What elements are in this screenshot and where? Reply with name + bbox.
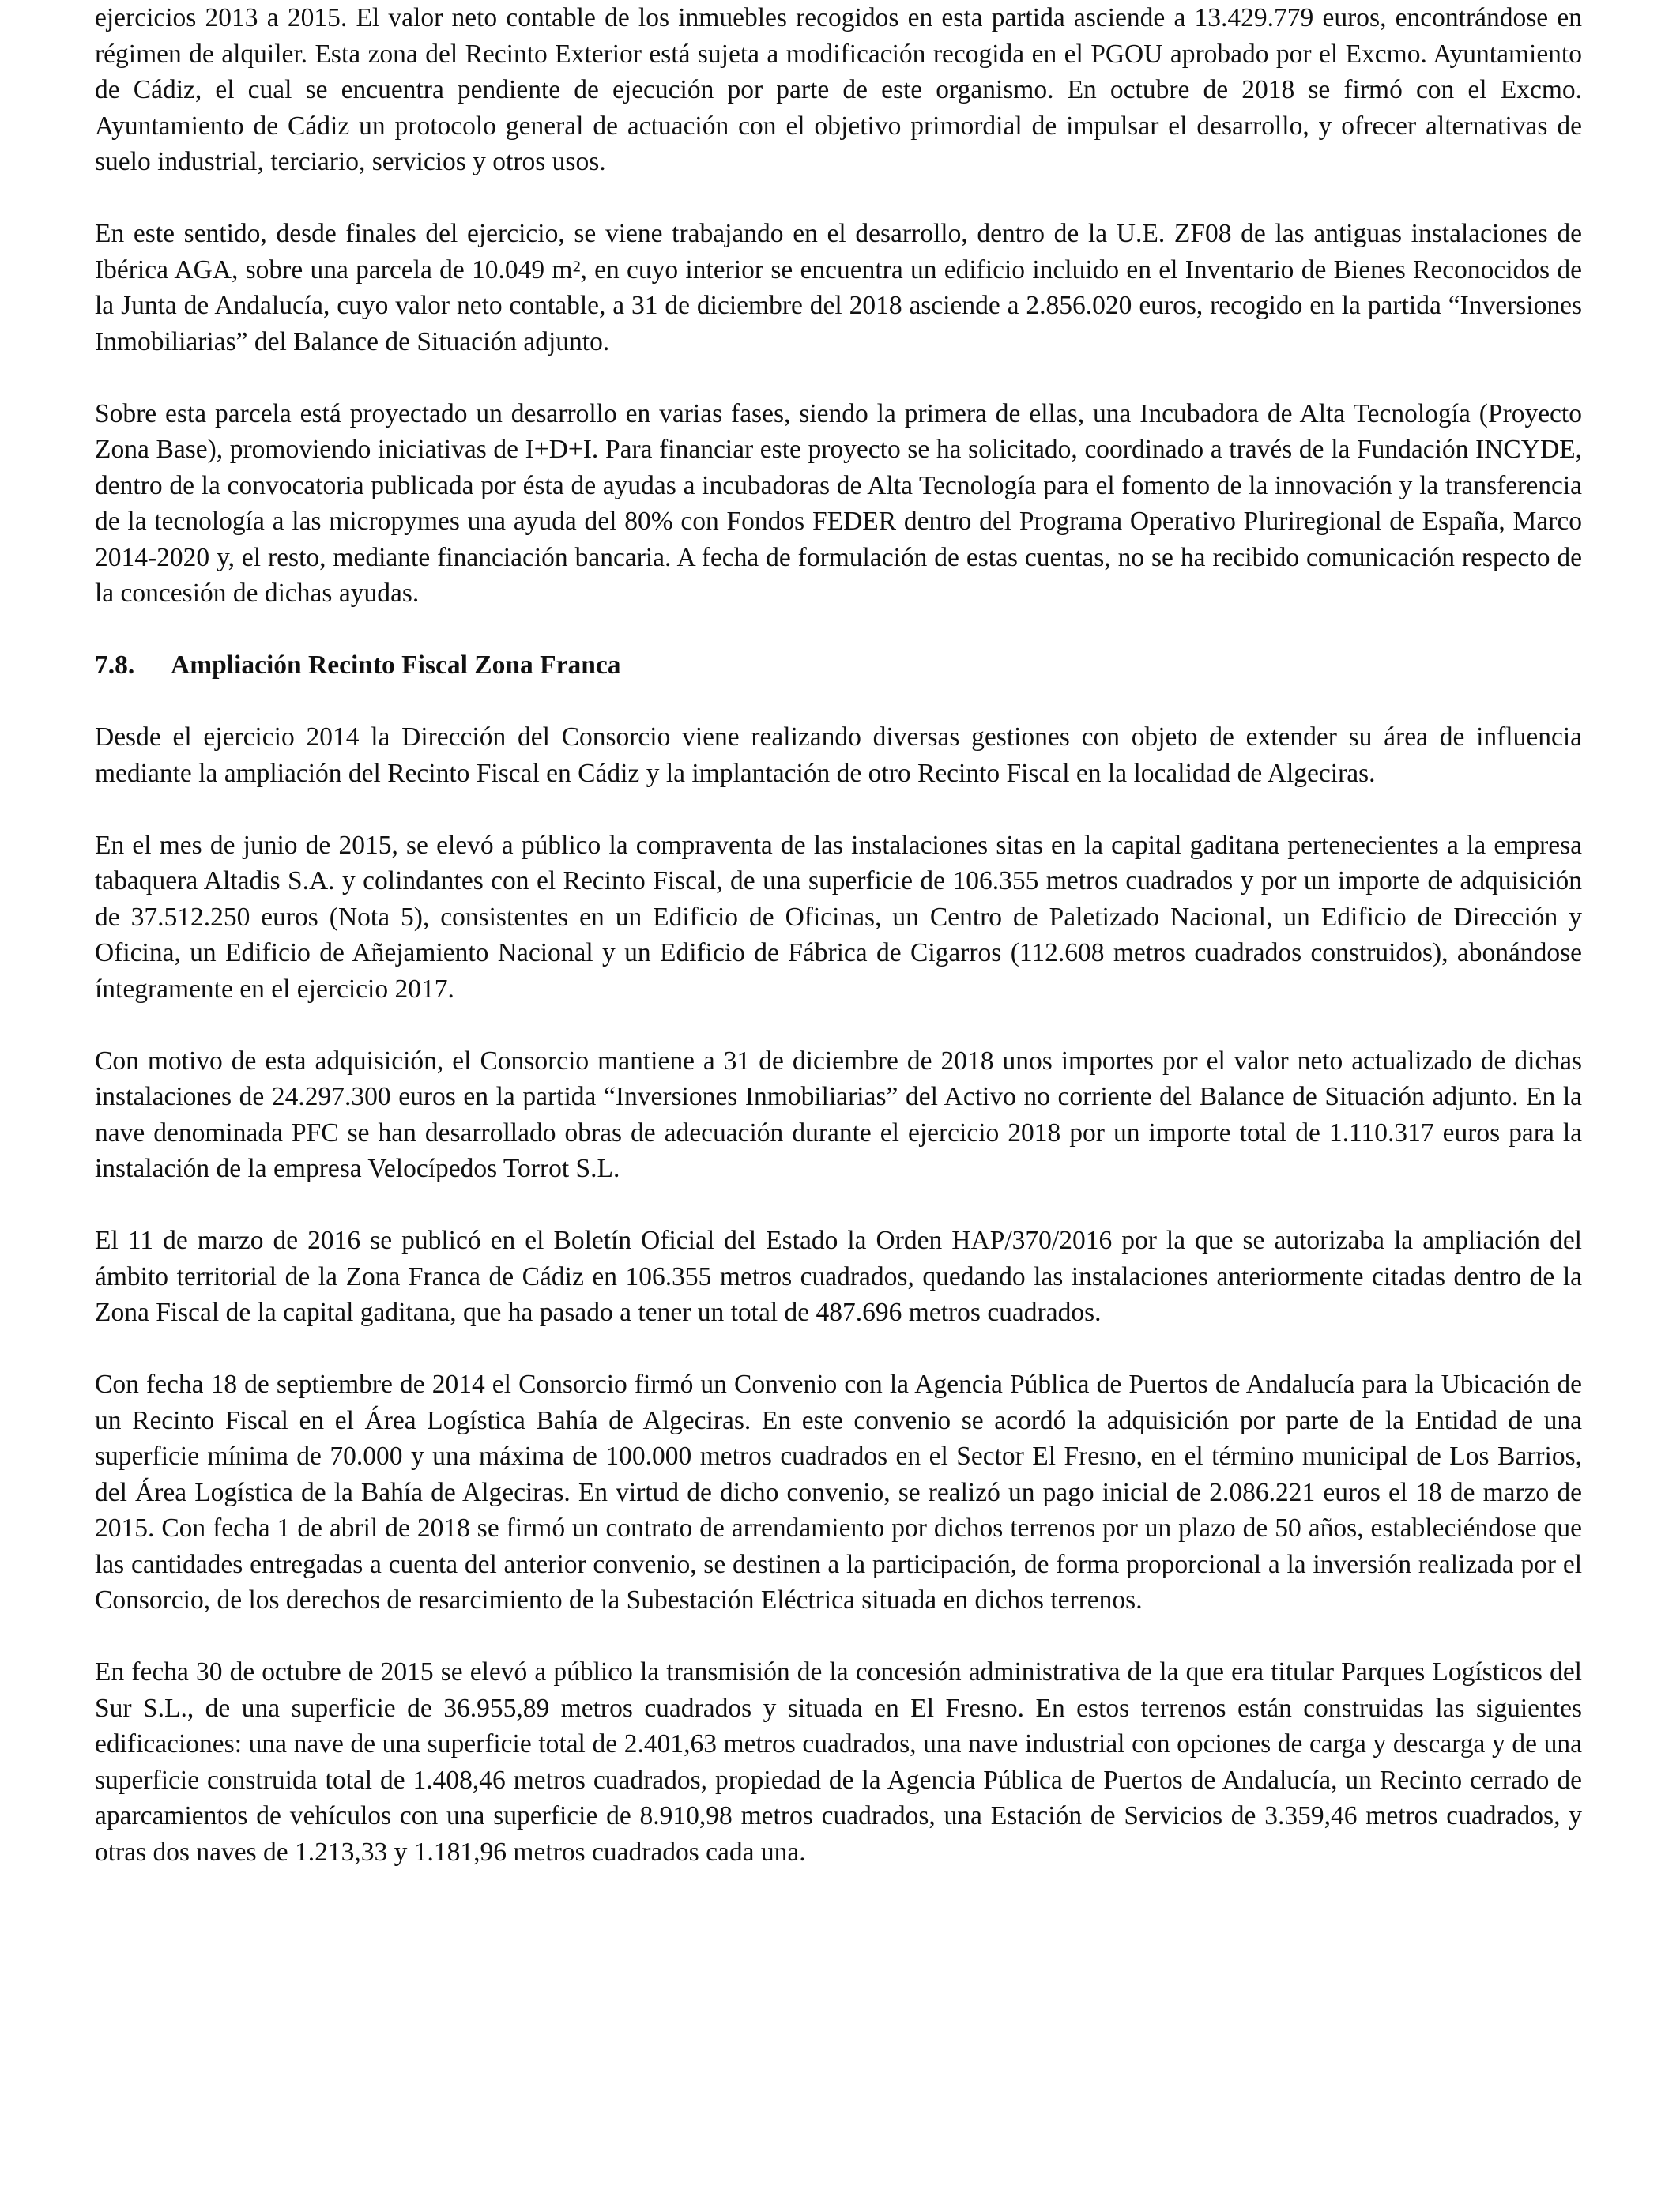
paragraph-convenio-algeciras: Con fecha 18 de septiembre de 2014 el Consorcio firmó un Convenio con la Agencia Pública de Puertos de Andalucía para la Ubicación de un Recinto Fiscal en el Área Logística Bahía de Algeciras. En este convenio se acordó la adquisición por parte de la Entidad de una superficie mínima de 70.000 y una máxima de 100.000 metros cuadrados en el Sector El Fresno, en el término municipal de Los Barrios, del Área Logística de la Bahía de Algeciras. En virtud de dicho convenio, se realizó un pago inicial de 2.086.221 euros el 18 de marzo de 2015. Con fecha 1 de abril de 2018 se firmó un contrato de arrendamiento por dichos terrenos por un plazo de 50 años, estableciéndose que las cantidades entregadas a cuenta del anterior convenio, se destinen a la participación, de forma proporcional a la inversión realizada por el Consorcio, de los derechos de resarcimiento de la Subestación Eléctrica situada en dichos terrenos. bbox=[95, 1370, 1582, 1615]
section-title: Ampliación Recinto Fiscal Zona Franca bbox=[171, 650, 621, 680]
paragraph-gestiones-2014: Desde el ejercicio 2014 la Dirección del Consorcio viene realizando diversas gestiones con objeto de extender su área de influencia mediante la ampliación del Recinto Fiscal en Cádiz y la implantación de otro Recinto Fiscal en la localidad de Algeciras. bbox=[95, 722, 1582, 788]
paragraph-orden-hap: El 11 de marzo de 2016 se publicó en el Boletín Oficial del Estado la Orden HAP/370/2016 por la que se autorizaba la ampliación del ámbito territorial de la Zona Franca de Cádiz en 106.355 metros cuadrados, quedando las instalaciones anteriormente citadas dentro de la Zona Fiscal de la capital gaditana, que ha pasado a tener un total de 487.696 metros cuadrados. bbox=[95, 1226, 1582, 1327]
paragraph-altadis: En el mes de junio de 2015, se elevó a público la compraventa de las instalaciones sitas en la capital gaditana pertenecientes a la empresa tabaquera Altadis S.A. y colindantes con el Recinto Fiscal, de una superficie de 106.355 metros cuadrados y por un importe de adquisición de 37.512.250 euros (Nota 5), consistentes en un Edificio de Oficinas, un Centro de Paletizado Nacional, un Edificio de Dirección y Oficina, un Edificio de Añejamiento Nacional y un Edificio de Fábrica de Cigarros (112.608 metros cuadrados construidos), abonándose íntegramente en el ejercicio 2017. bbox=[95, 830, 1582, 1004]
document-page bbox=[95, 0, 1582, 1906]
paragraph-iberica-aga: En este sentido, desde finales del ejercicio, se viene trabajando en el desarrollo, dentro de la U.E. ZF08 de las antiguas instalaciones de Ibérica AGA, sobre una parcela de 10.049 m², en cuyo interior se encuentra un edificio incluido en el Inventario de Bienes Reconocidos de la Junta de Andalucía, cuyo valor neto contable, a 31 de diciembre del 2018 asciende a 2.856.020 euros, recogido en la partida “Inversiones Inmobiliarias” del Balance de Situación adjunto. bbox=[95, 219, 1582, 356]
paragraph-protocolo-cadiz: ejercicios 2013 a 2015. El valor neto contable de los inmuebles recogidos en esta partida asciende a 13.429.779 euros, encontrándose en régimen de alquiler. Esta zona del Recinto Exterior está sujeta a modificación recogida en el PGOU aprobado por el Excmo. Ayuntamiento de Cádiz, el cual se encuentra pendiente de ejecución por parte de este organismo. En octubre de 2018 se firmó con el Excmo. Ayuntamiento de Cádiz un protocolo general de actuación con el objetivo primordial de impulsar el desarrollo, y ofrecer alternativas de suelo industrial, terciario, servicios y otros usos. bbox=[95, 3, 1582, 176]
paragraph-valor-neto: Con motivo de esta adquisición, el Consorcio mantiene a 31 de diciembre de 2018 unos importes por el valor neto actualizado de dichas instalaciones de 24.297.300 euros en la partida “Inversiones Inmobiliarias” del Activo no corriente del Balance de Situación adjunto. En la nave denominada PFC se han desarrollado obras de adecuación durante el ejercicio 2018 por un importe total de 1.110.317 euros para la instalación de la empresa Velocípedos Torrot S.L. bbox=[95, 1046, 1582, 1183]
section-heading bbox=[95, 647, 1582, 684]
paragraph-incubadora: Sobre esta parcela está proyectado un desarrollo en varias fases, siendo la primera de ellas, una Incubadora de Alta Tecnología (Proyecto Zona Base), promoviendo iniciativas de I+D+I. Para financiar este proyecto se ha solicitado, coordinado a través de la Fundación INCYDE, dentro de la convocatoria publicada por ésta de ayudas a incubadoras de Alta Tecnología para el fomento de la innovación y la transferencia de la tecnología a las micropymes una ayuda del 80% con Fondos FEDER dentro del Programa Operativo Pluriregional de España, Marco 2014-2020 y, el resto, mediante financiación bancaria. A fecha de formulación de estas cuentas, no se ha recibido comunicación respecto de la concesión de dichas ayudas. bbox=[95, 398, 1582, 608]
paragraph-concesion-fresno: En fecha 30 de octubre de 2015 se elevó a público la transmisión de la concesión administrativa de la que era titular Parques Logísticos del Sur S.L., de una superficie de 36.955,89 metros cuadrados y situada en El Fresno. En estos terrenos están construidas las siguientes edificaciones: una nave de una superficie total de 2.401,63 metros cuadrados, una nave industrial con opciones de carga y descarga y de una superficie construida total de 1.408,46 metros cuadrados, propiedad de la Agencia Pública de Puertos de Andalucía, un Recinto cerrado de aparcamientos de vehículos con una superficie de 8.910,98 metros cuadrados, una Estación de Servicios de 3.359,46 metros cuadrados, y otras dos naves de 1.213,33 y 1.181,96 metros cuadrados cada una. bbox=[95, 1657, 1582, 1867]
section-number: 7.8. bbox=[95, 650, 135, 680]
